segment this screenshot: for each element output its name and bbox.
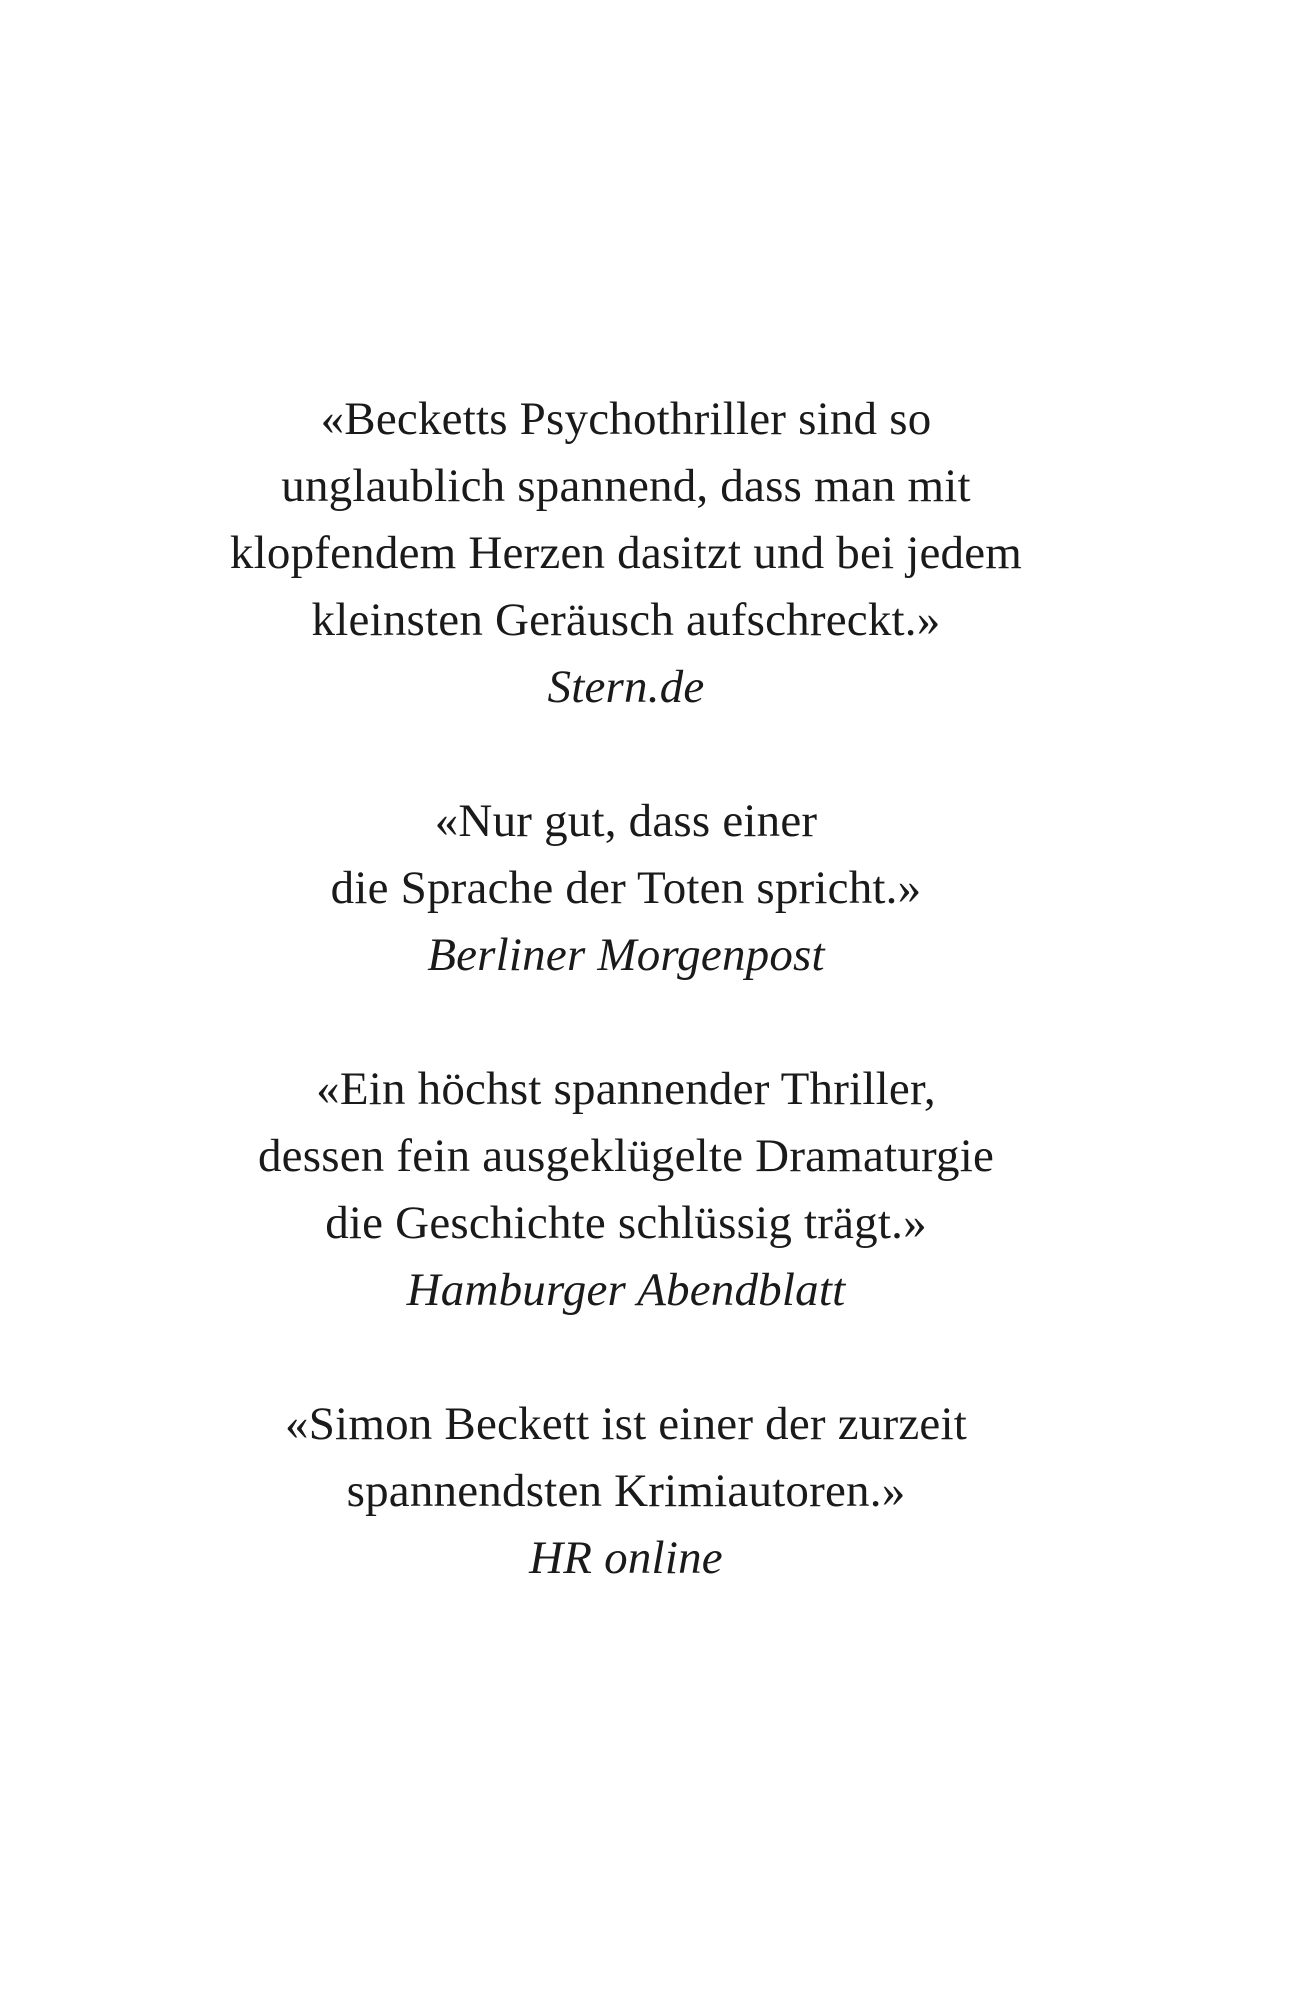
quote-line: kleinsten Geräusch aufschreckt.»	[311, 594, 941, 646]
blurb-stern	[0, 386, 1252, 721]
quote-line: «Becketts Psychothriller sind so	[320, 393, 932, 445]
quote-line: spannendsten Krimiautoren.»	[346, 1465, 906, 1517]
quote-source: Berliner Morgenpost	[427, 929, 825, 981]
blurb-hamburger-abendblatt	[0, 1056, 1252, 1324]
quote-source: Hamburger Abendblatt	[406, 1264, 846, 1316]
quote-source: Stern.de	[547, 661, 705, 713]
blurb-berliner-morgenpost	[0, 788, 1252, 989]
quote-line: dessen fein ausgeklügelte Dramaturgie	[257, 1130, 995, 1182]
quote-line: die Sprache der Toten spricht.»	[330, 862, 922, 914]
quote-line: «Simon Beckett ist einer der zurzeit	[285, 1398, 967, 1450]
blurb-hr-online	[0, 1391, 1252, 1592]
quote-line: «Ein höchst spannender Thriller,	[316, 1063, 936, 1115]
quote-line: «Nur gut, dass einer	[434, 795, 818, 847]
quote-line: klopfendem Herzen dasitzt und bei jedem	[229, 527, 1023, 579]
quote-source: HR online	[529, 1532, 723, 1584]
praise-blurbs	[0, 386, 1252, 1659]
quote-line: die Geschichte schlüssig trägt.»	[325, 1197, 927, 1249]
quote-line: unglaublich spannend, dass man mit	[281, 460, 971, 512]
